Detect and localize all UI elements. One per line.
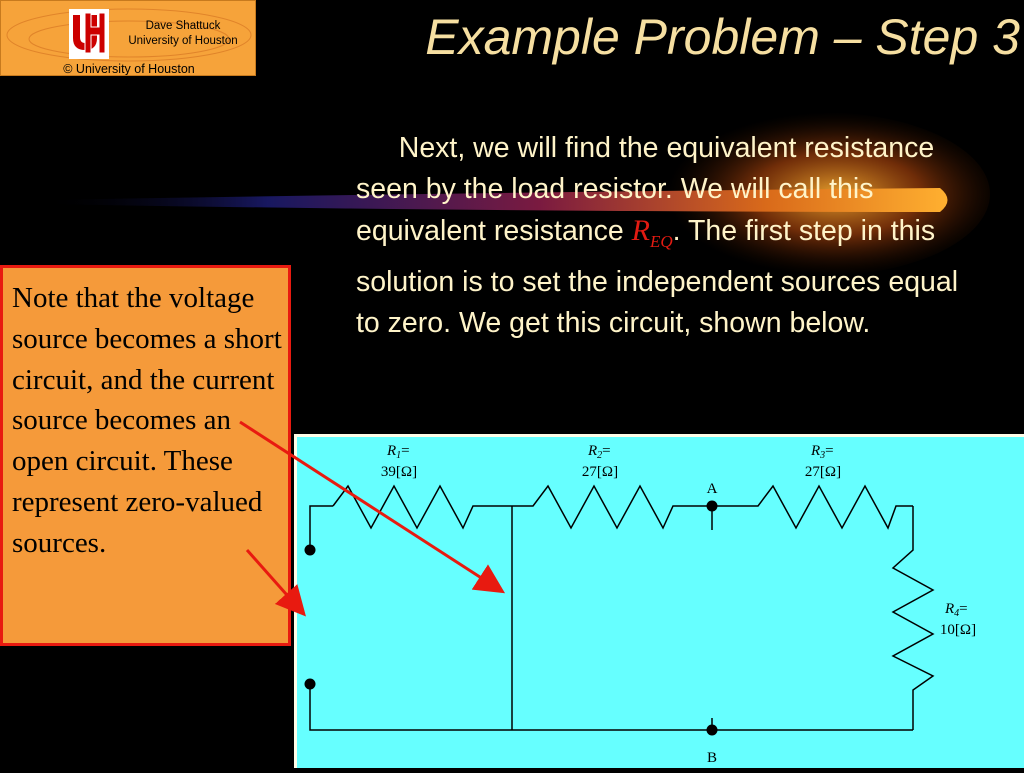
arrow-to-open-circuit: [240, 422, 500, 590]
req-subscript: EQ: [650, 232, 673, 251]
note-box: Note that the voltage source becomes a short circuit, and the current source becomes an open circuit. These represent zero-valued sources.: [0, 265, 291, 646]
r1-value: 39[Ω]: [380, 464, 418, 480]
req-symbol: $R_{EQ}$: [631, 214, 673, 251]
r2-value: 27[Ω]: [581, 464, 619, 480]
r4-label: $R_4=$: [945, 601, 968, 619]
logo-name-line1: Dave Shattuck: [145, 20, 221, 32]
node-a-label: A: [706, 481, 718, 497]
paragraph-part1: Next, we will find the equivalent resistance seen by the load resistor. We will call this equivalent resistance: [356, 132, 935, 247]
node-b-label: B: [706, 750, 718, 766]
r4-value: 10[Ω]: [939, 622, 977, 638]
paragraph-part2: . The first step in this solution is to set the independent sources equal to zero. We get this circuit, shown below.: [356, 215, 959, 339]
r1-label: $R_1=$: [387, 443, 410, 461]
r3-label: $R_3=$: [811, 443, 834, 461]
logo-copyright: © University of Houston: [63, 62, 195, 76]
slide-title: Example Problem – Step 3: [425, 9, 1020, 65]
r2-label: $R_2=$: [588, 443, 611, 461]
logo-name-line2: University of Houston: [128, 35, 238, 47]
arrow-to-short-circuit: [247, 550, 302, 612]
r3-value: 27[Ω]: [804, 464, 842, 480]
